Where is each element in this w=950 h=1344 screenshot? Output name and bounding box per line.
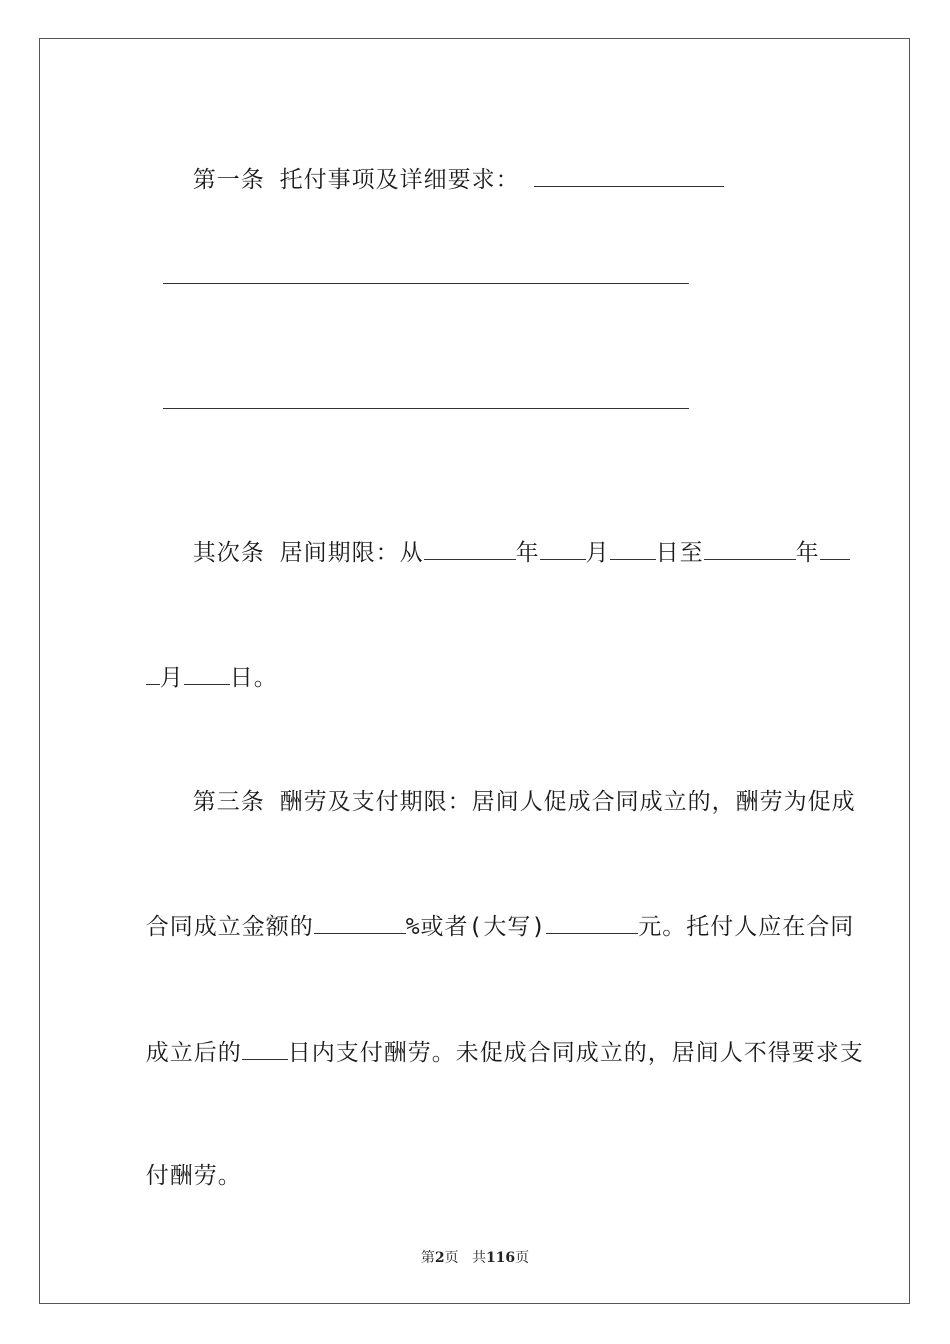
article-3-line-4 [116,1131,242,1191]
article-3-text-4: 付酬劳。 [145,1163,242,1189]
footer-page-suffix: 页 [444,1250,459,1266]
article-3-line-3 [116,1007,864,1068]
article-2-line-1 [163,507,850,568]
article-2-line-2 [116,632,278,693]
article-2-end: 日。 [229,665,278,691]
article-1-blank-line-1 [163,283,689,284]
article-1-blank [534,164,724,187]
days-blank [242,1037,288,1060]
article-2-month-2: 月 [159,665,184,691]
page-footer [0,1247,950,1267]
article-1-label: 第一条 [192,167,265,193]
end-day-blank [184,662,230,685]
article-2-year-1: 年 [515,540,540,566]
start-month-blank [540,537,586,560]
article-3-text-1: 酬劳及支付期限：居间人促成合同成立的，酬劳为促成 [279,789,856,815]
article-3-line-1 [163,757,856,817]
footer-total-suffix: 页 [515,1250,530,1266]
article-2-text-a: 居间期限：从 [279,540,424,566]
article-2-label: 其次条 [192,540,265,566]
article-3-text-2a: 合同成立金额的 [145,914,314,940]
percent-blank [314,911,406,934]
article-3-text-2b: %或者(大写) [405,914,547,940]
article-2-year-2: 年 [795,540,820,566]
article-2-month-1: 月 [585,540,610,566]
article-1-line [163,134,724,195]
article-3-text-3b: 日内支付酬劳。未促成合同成立的，居间人不得要求支 [287,1040,864,1066]
footer-page-number: 2 [434,1250,445,1266]
article-1-blank-line-2 [163,408,689,409]
start-year-blank [424,537,516,560]
footer-total-pages: 116 [485,1250,516,1266]
end-month-blank-part-1 [820,537,850,560]
article-1-text: 托付事项及详细要求： [279,167,520,193]
footer-total-prefix: 共 [471,1250,486,1266]
start-day-blank [610,537,656,560]
article-3-text-3a: 成立后的 [145,1040,242,1066]
article-2-day-to: 日至 [655,540,704,566]
article-3-label: 第三条 [192,789,265,815]
article-3-line-2 [116,881,854,942]
article-3-text-2c: 元。托付人应在合同 [638,914,855,940]
end-month-blank-part-2 [146,662,160,685]
end-year-blank [704,537,796,560]
amount-blank [546,911,638,934]
footer-page-prefix: 第 [420,1250,435,1266]
